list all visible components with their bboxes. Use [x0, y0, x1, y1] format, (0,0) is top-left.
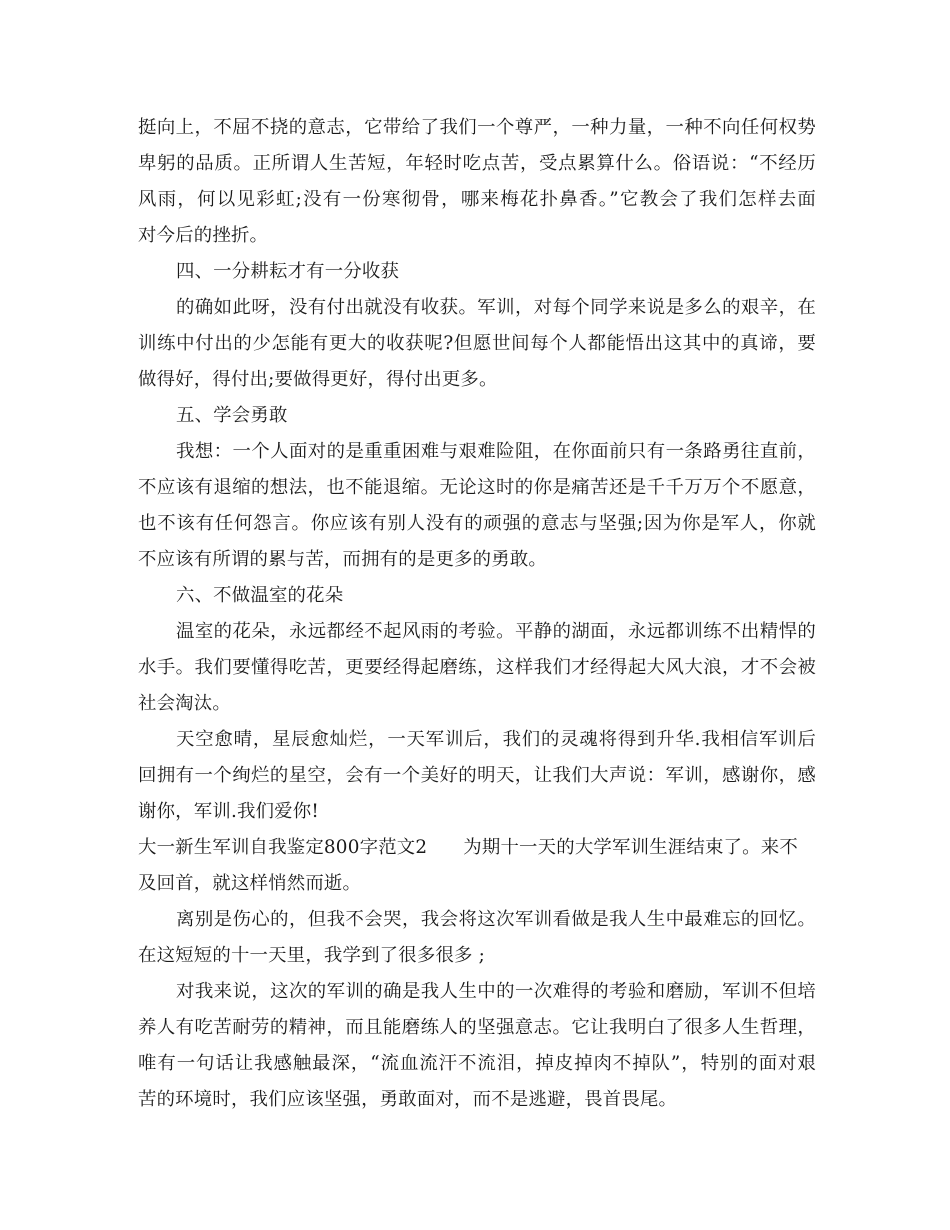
text-line: 也不该有任何怨言。你应该有别人没有的顽强的意志与坚强;因为你是军人，你就 [138, 513, 816, 534]
text-line: 社会淘汰。 [138, 693, 231, 714]
text-line: 不应该有退缩的想法，也不能退缩。无论这时的你是痛苦还是千千万万个不愿意， [138, 477, 816, 498]
text-line: 苦的环境时，我们应该坚强，勇敢面对，而不是逃避，畏首畏尾。 [138, 1089, 678, 1110]
article-first-sentence: 为期十一天的大学军训生涯结束了。来不 [463, 837, 798, 858]
section-heading: 六、不做温室的花朵 [176, 585, 344, 606]
text-line: 训练中付出的少怎能有更大的收获呢?但愿世间每个人都能悟出这其中的真谛，要 [138, 333, 816, 354]
text-line: 挺向上，不屈不挠的意志，它带给了我们一个尊严，一种力量，一种不向任何权势 [138, 117, 816, 138]
section-heading: 五、学会勇敢 [176, 405, 288, 426]
text-line: 离别是伤心的，但我不会哭，我会将这次军训看做是我人生中最难忘的回忆。 [176, 909, 816, 930]
text-line: 水手。我们要懂得吃苦，更要经得起磨练，这样我们才经得起大风大浪，才不会被 [138, 657, 816, 678]
text-line: 对我来说，这次的军训的确是我人生中的一次难得的考验和磨励，军训不但培 [176, 981, 816, 1002]
text-line: 养人有吃苦耐劳的精神，而且能磨练人的坚强意志。它让我明白了很多人生哲理， [138, 1017, 816, 1038]
text-line: 风雨，何以见彩虹;没有一份寒彻骨，哪来梅花扑鼻香。”它教会了我们怎样去面 [138, 189, 816, 210]
text-line: 唯有一句话让我感触最深，“流血流汗不流泪，掉皮掉肉不掉队”，特别的面对艰 [138, 1053, 816, 1074]
document-page [138, 110, 816, 1118]
text-line: 不应该有所谓的累与苦，而拥有的是更多的勇敢。 [138, 549, 547, 570]
text-line: 回拥有一个绚烂的星空，会有一个美好的明天，让我们大声说：军训，感谢你，感 [138, 765, 816, 786]
text-line: 谢你，军训.我们爱你! [138, 801, 319, 822]
text-line: 在这短短的十一天里，我学到了很多很多 ; [138, 945, 486, 966]
text-line: 温室的花朵，永远都经不起风雨的考验。平静的湖面，永远都训练不出精悍的 [176, 621, 816, 642]
text-line: 我想：一个人面对的是重重困难与艰难险阻，在你面前只有一条路勇往直前， [176, 441, 816, 462]
article-title-line [138, 830, 816, 866]
text-line: 及回首，就这样悄然而逝。 [138, 873, 362, 894]
text-line: 卑躬的品质。正所谓人生苦短，年轻时吃点苦，受点累算什么。俗语说：“不经历 [138, 153, 816, 174]
text-line: 对今后的挫折。 [138, 225, 269, 246]
section-heading: 四、一分耕耘才有一分收获 [176, 261, 400, 282]
text-line: 做得好，得付出;要做得更好，得付出更多。 [138, 369, 498, 390]
article-title: 大一新生军训自我鉴定800字范文2 [138, 837, 428, 858]
text-line: 的确如此呀，没有付出就没有收获。军训，对每个同学来说是多么的艰辛，在 [176, 297, 816, 318]
text-line: 天空愈晴，星辰愈灿烂，一天军训后，我们的灵魂将得到升华.我相信军训后 [176, 729, 816, 750]
